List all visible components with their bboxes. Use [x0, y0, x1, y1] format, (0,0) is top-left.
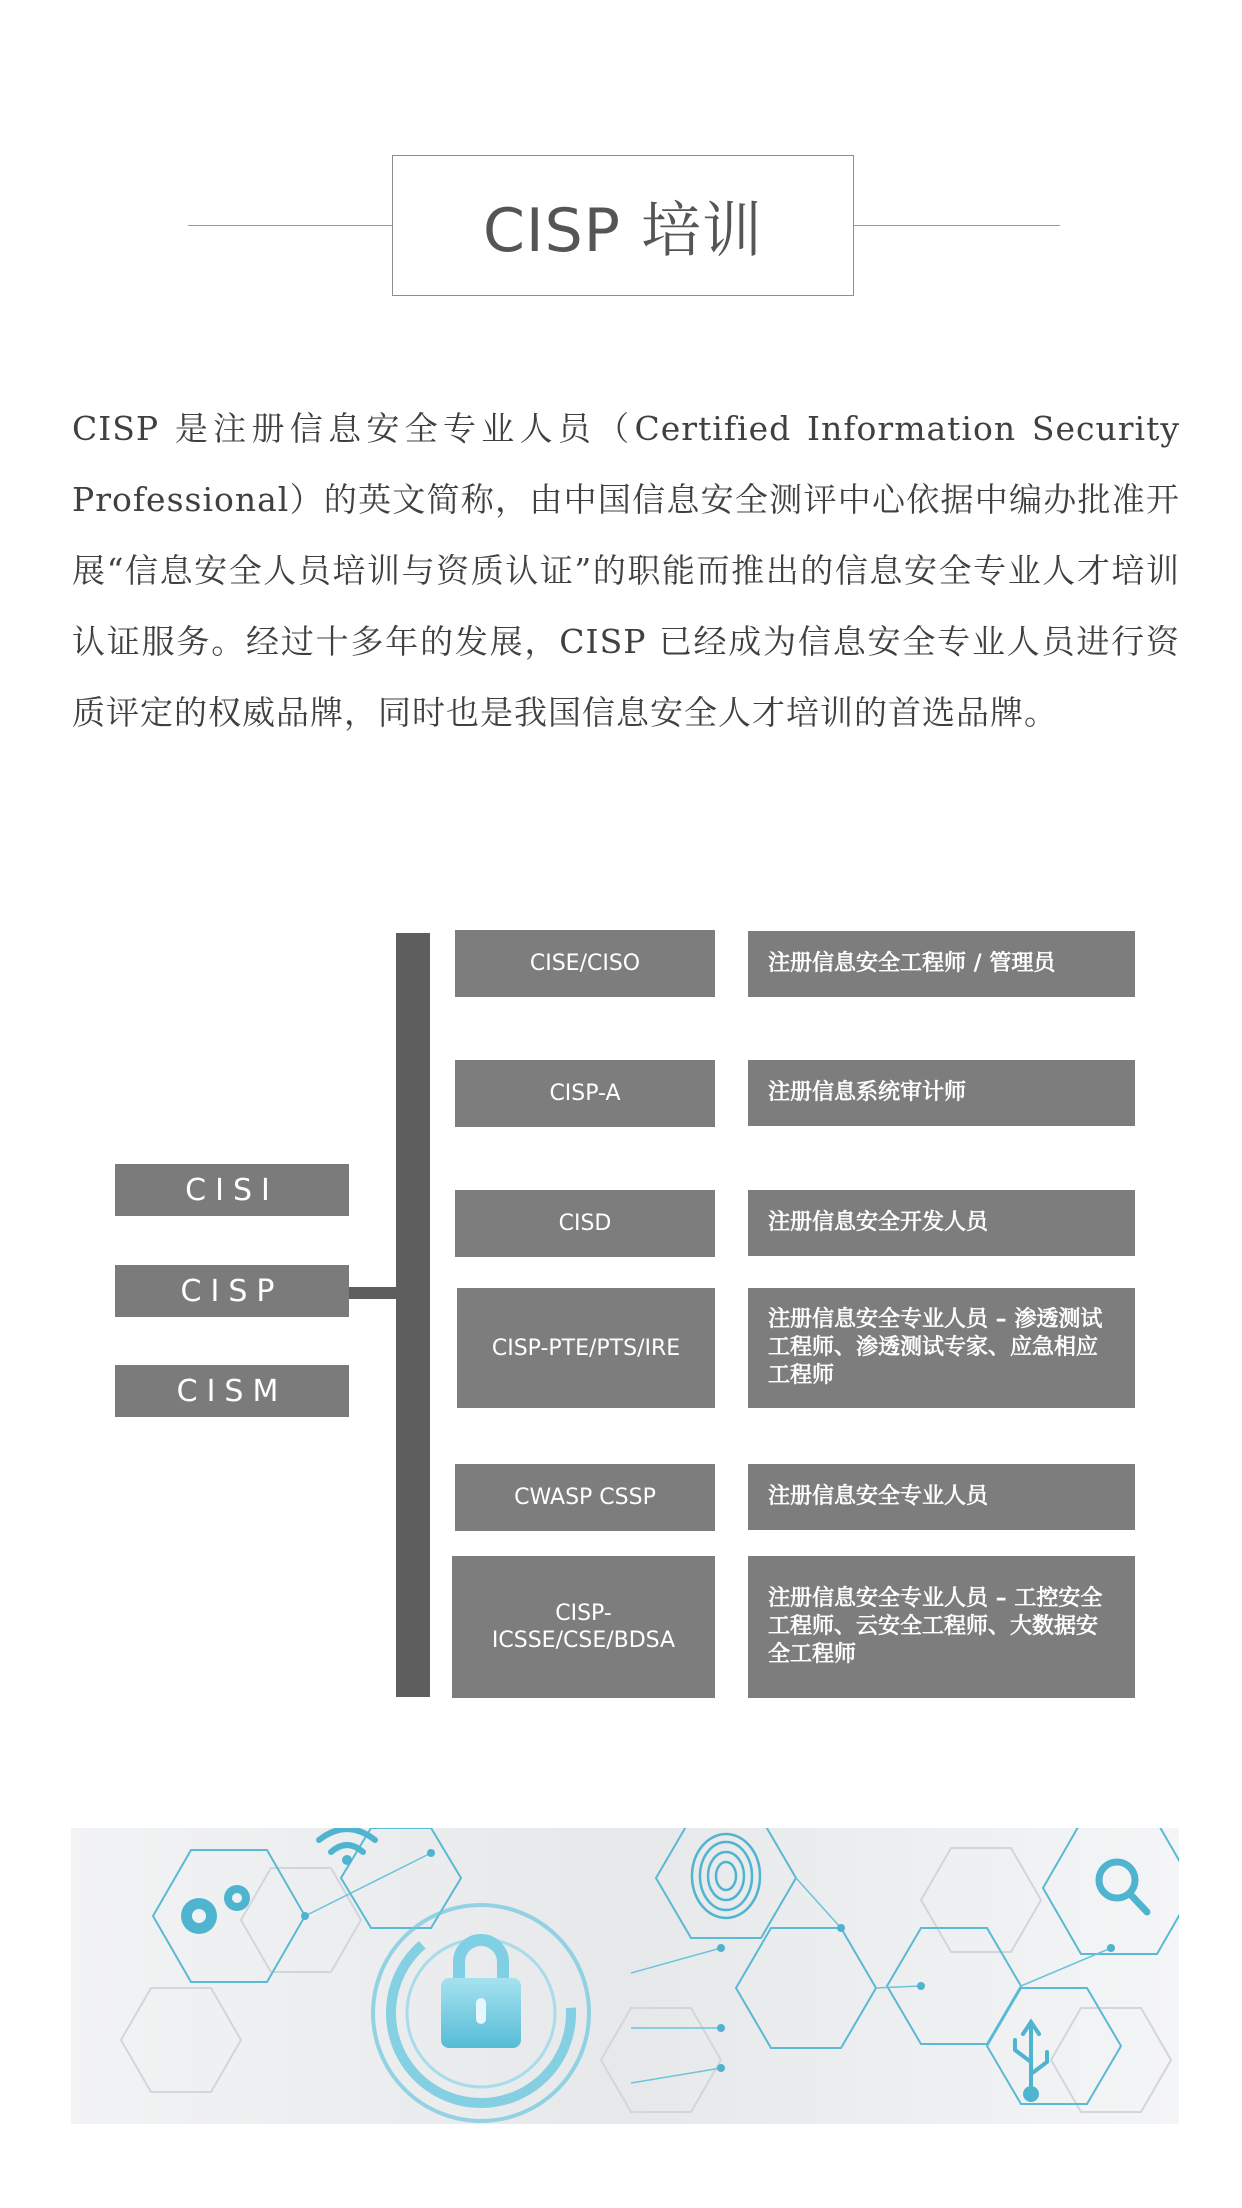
cert-code: CISD [455, 1190, 715, 1257]
cert-desc: 注册信息安全专业人员 – 渗透测试工程师、渗透测试专家、应急相应工程师 [748, 1288, 1135, 1408]
cert-desc: 注册信息安全开发人员 [748, 1190, 1135, 1256]
title-box [392, 155, 854, 296]
trunk-bar [396, 933, 430, 1697]
page-title: CISP 培训 [483, 195, 763, 266]
intro-paragraph: CISP 是注册信息安全专业人员（Certified Information Security Professional）的英文简称，由中国信息安全测评中心依据中编办批准开展“信息安全人员培训与资质认证”的职能而推出的信息安全专业人才培训认证服务。经过十多年的发展，CISP 已经成为信息安全专业人员进行资质评定的权威品牌，同时也是我国信息安全人才培训的首选品牌。 [72, 409, 1180, 732]
cert-desc: 注册信息安全专业人员 [748, 1464, 1135, 1530]
title-line-left [188, 225, 392, 226]
cert-code: CWASP CSSP [455, 1464, 715, 1531]
level-cisp: CISP [115, 1265, 349, 1317]
cert-code: CISP-A [455, 1060, 715, 1127]
security-banner [71, 1828, 1179, 2124]
cert-desc: 注册信息安全专业人员 – 工控安全工程师、云安全工程师、大数据安全工程师 [748, 1556, 1135, 1698]
level-cism: CISM [115, 1365, 349, 1417]
cert-code: CISE/CISO [455, 930, 715, 997]
connector-line [349, 1287, 396, 1299]
cert-desc: 注册信息安全工程师 / 管理员 [748, 931, 1135, 997]
level-cisi: CISI [115, 1164, 349, 1216]
title-line-right [854, 225, 1060, 226]
cert-code: CISP-ICSSE/CSE/BDSA [452, 1556, 715, 1698]
cert-desc: 注册信息系统审计师 [748, 1060, 1135, 1126]
cert-code: CISP-PTE/PTS/IRE [457, 1288, 715, 1408]
